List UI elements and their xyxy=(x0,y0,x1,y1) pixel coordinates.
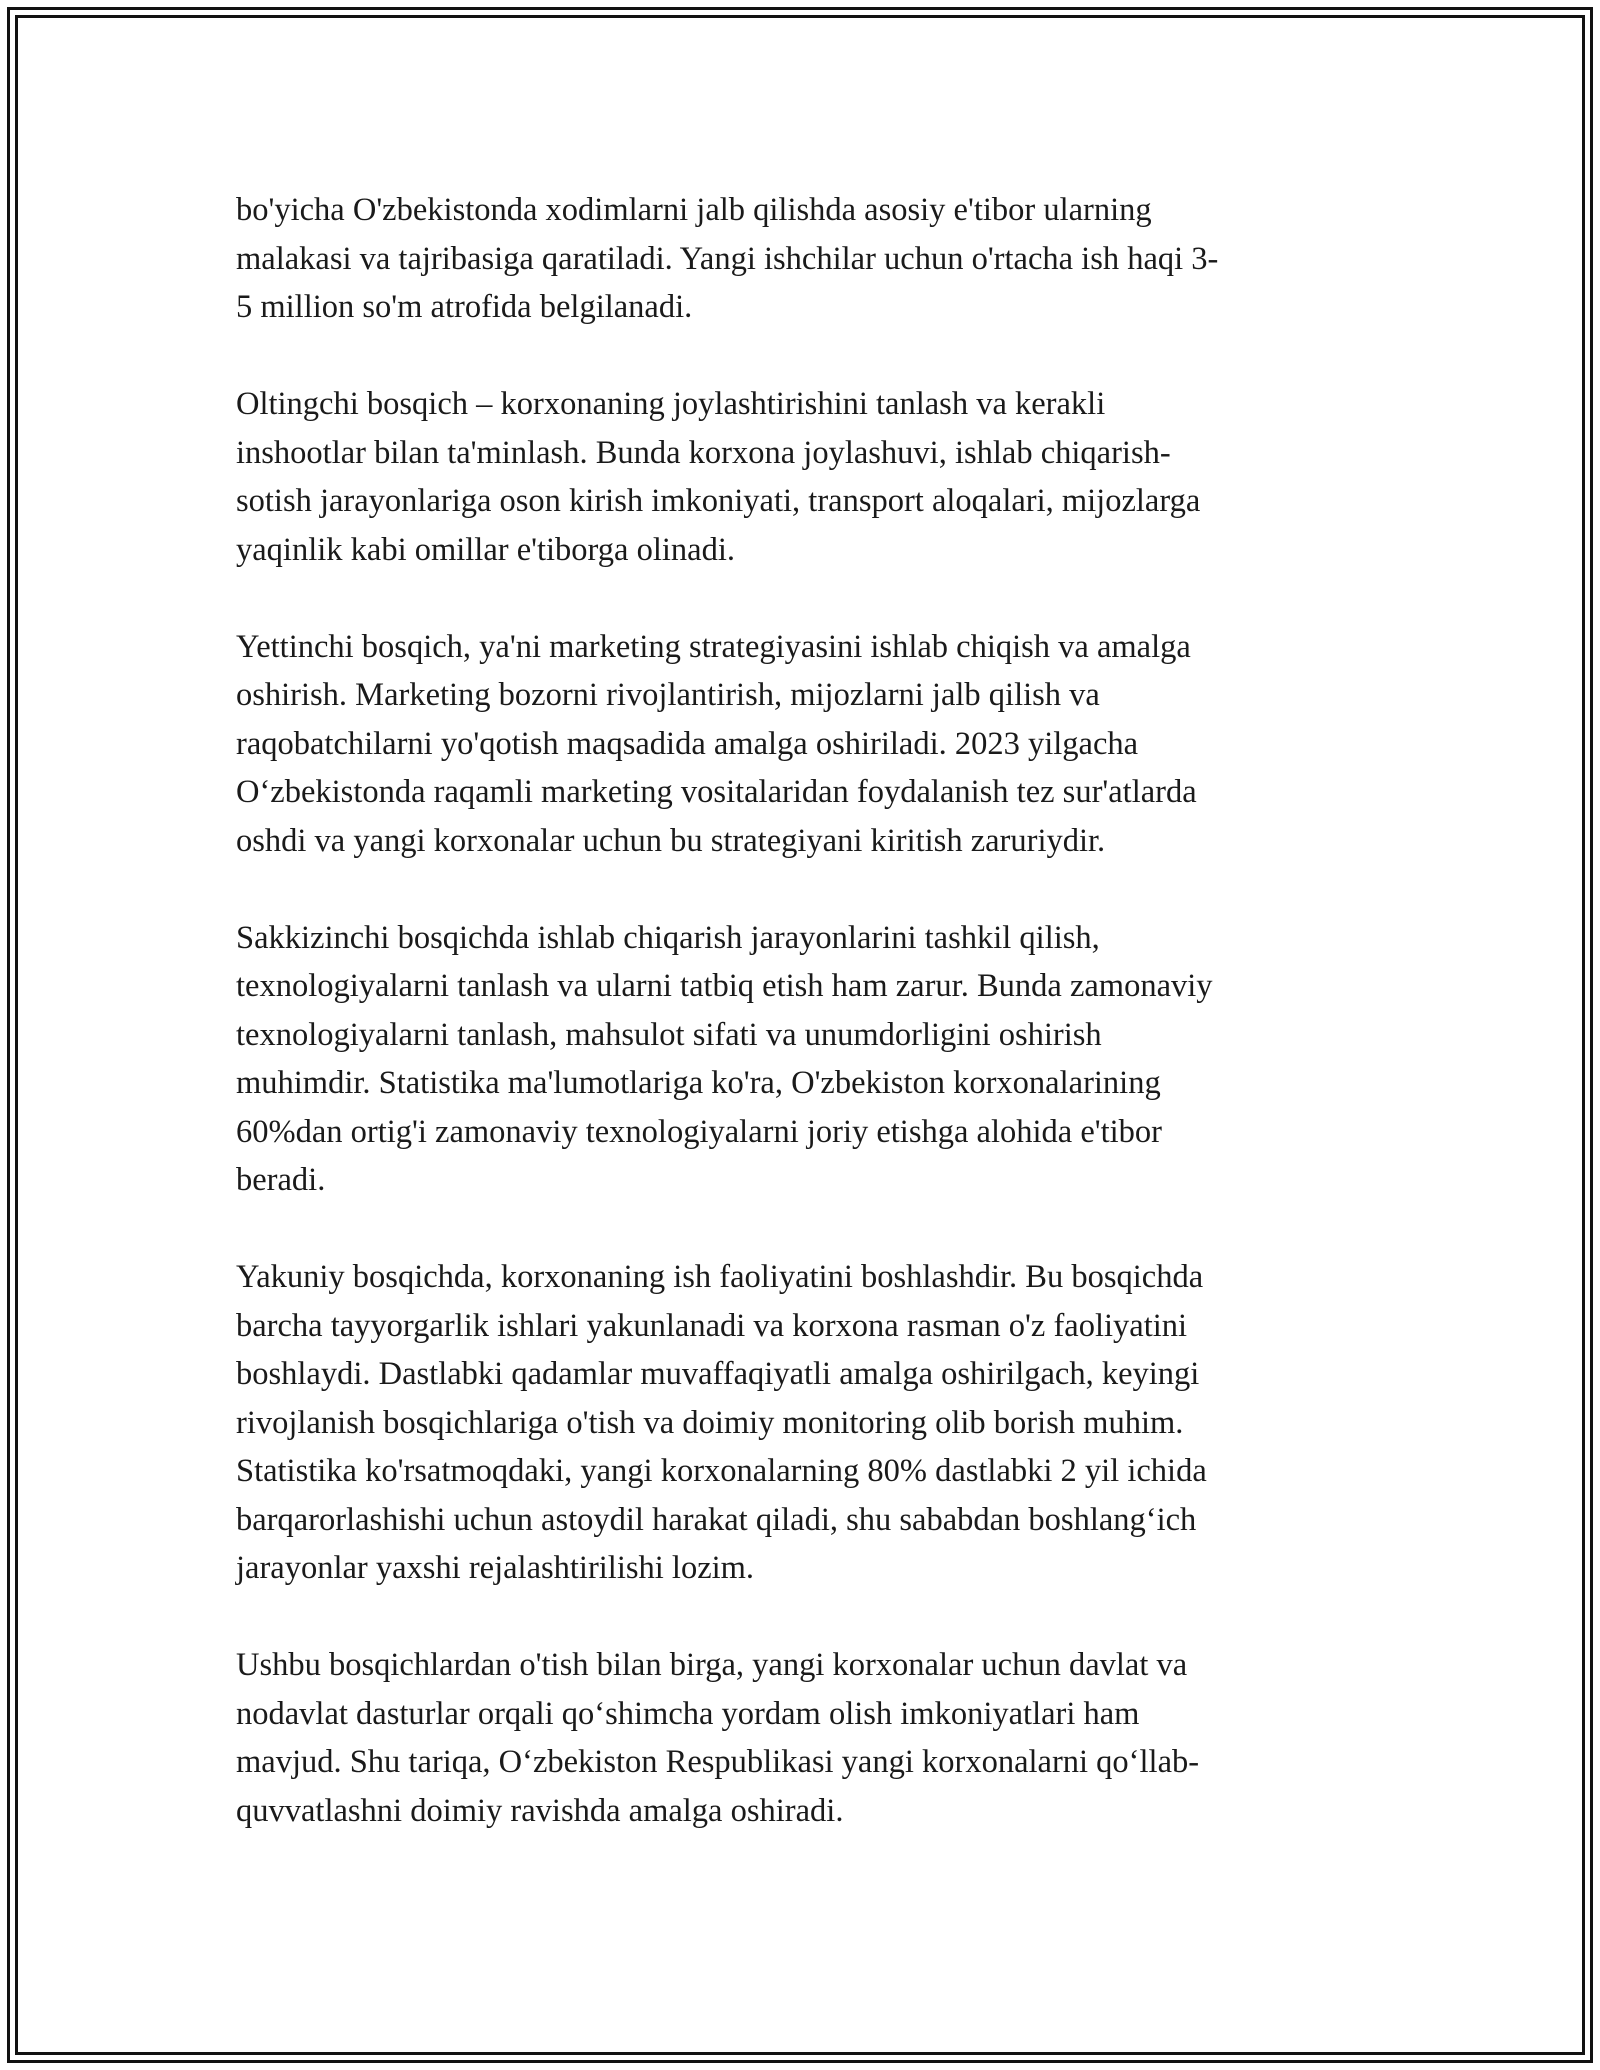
text-line: bo'yicha O'zbekistonda xodimlarni jalb qilishda asosiy e'tibor ularning xyxy=(236,192,1152,228)
text-line: texnologiyalarni tanlash, mahsulot sifati va unumdorligini oshirish xyxy=(236,1016,1102,1053)
text-line: muhimdir. Statistika ma'lumotlariga ko'ra, O'zbekiston korxonalarining xyxy=(236,1065,1161,1101)
text-line: texnologiyalarni tanlash va ularni tatbiq etish ham zarur. Bunda zamonaviy xyxy=(236,968,1213,1004)
text-line: rivojlanish bosqichlariga o'tish va doimiy monitoring olib borish muhim. xyxy=(236,1404,1184,1441)
paragraph xyxy=(236,1253,1356,1593)
paragraph xyxy=(236,623,1356,866)
text-line: nodavlat dasturlar orqali qo‘shimcha yordam olish imkoniyatlari ham xyxy=(236,1695,1140,1732)
text-line: 60%dan ortig'i zamonaviy texnologiyalarni joriy etishga alohida e'tibor xyxy=(236,1113,1162,1150)
text-line: quvvatlashni doimiy ravishda amalga oshiradi. xyxy=(236,1792,844,1829)
text-line: Statistika ko'rsatmoqdaki, yangi korxonalarning 80% dastlabki 2 yil ichida xyxy=(236,1453,1207,1489)
text-line: sotish jarayonlariga oson kirish imkoniyati, transport aloqalari, mijozlarga xyxy=(236,483,1201,519)
text-line: Oltingchi bosqich – korxonaning joylashtirishini tanlash va kerakli xyxy=(236,386,1106,422)
text-line: oshdi va yangi korxonalar uchun bu strategiyani kiritish zaruriydir. xyxy=(236,822,1106,859)
document-body xyxy=(236,186,1356,1884)
text-line: inshootlar bilan ta'minlash. Bunda korxona joylashuvi, ishlab chiqarish- xyxy=(236,434,1171,471)
text-line: Sakkizinchi bosqichda ishlab chiqarish jarayonlarini tashkil qilish, xyxy=(236,919,1100,956)
paragraph xyxy=(236,1641,1356,1835)
text-line: Yakuniy bosqichda, korxonaning ish faoliyatini boshlashdir. Bu bosqichda xyxy=(236,1259,1204,1295)
text-line: 5 million so'm atrofida belgilanadi. xyxy=(236,289,693,325)
paragraph xyxy=(236,186,1356,332)
text-line: raqobatchilarni yo'qotish maqsadida amalga oshiriladi. 2023 yilgacha xyxy=(236,725,1139,762)
paragraph xyxy=(236,914,1356,1205)
text-line: barqarorlashishi uchun astoydil harakat qiladi, shu sababdan boshlang‘ich xyxy=(236,1501,1197,1538)
text-line: Yettinchi bosqich, ya'ni marketing strategiyasini ishlab chiqish va amalga xyxy=(236,628,1191,665)
text-line: beradi. xyxy=(236,1162,326,1198)
text-line: boshlaydi. Dastlabki qadamlar muvaffaqiyatli amalga oshirilgach, keyingi xyxy=(236,1356,1200,1392)
text-line: Ushbu bosqichlardan o'tish bilan birga, yangi korxonalar uchun davlat va xyxy=(236,1647,1188,1683)
text-line: jarayonlar yaxshi rejalashtirilishi lozim. xyxy=(236,1550,755,1586)
text-line: malakasi va tajribasiga qaratiladi. Yangi ishchilar uchun o'rtacha ish haqi 3- xyxy=(236,240,1219,277)
text-line: barcha tayyorgarlik ishlari yakunlanadi va korxona rasman o'z faoliyatini xyxy=(236,1307,1188,1344)
text-line: oshirish. Marketing bozorni rivojlantirish, mijozlarni jalb qilish va xyxy=(236,677,1100,713)
paragraph xyxy=(236,380,1356,574)
text-line: yaqinlik kabi omillar e'tiborga olinadi. xyxy=(236,531,735,568)
text-line: O‘zbekistonda raqamli marketing vositalaridan foydalanish tez sur'atlarda xyxy=(236,774,1197,810)
text-line: mavjud. Shu tariqa, O‘zbekiston Respublikasi yangi korxonalarni qo‘llab- xyxy=(236,1744,1200,1780)
